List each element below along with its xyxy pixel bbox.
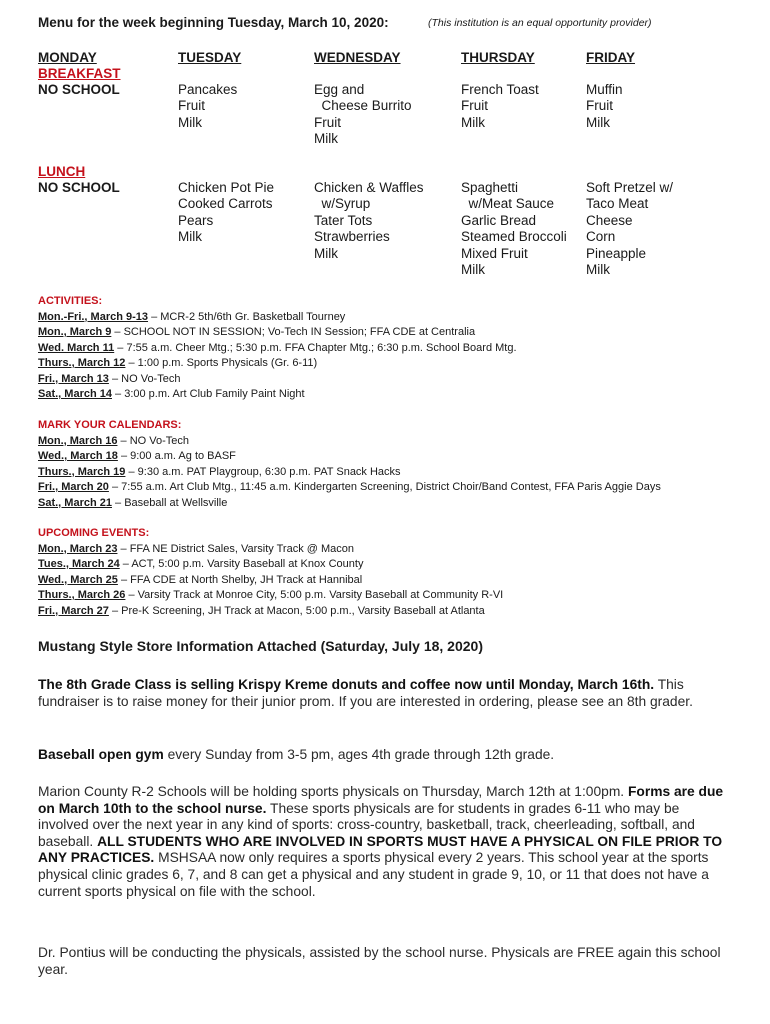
event-text: – Varsity Track at Monroe City, 5:00 p.m. Varsity Baseball at Community R-VI	[125, 589, 504, 601]
day-header-friday: FRIDAY	[586, 50, 636, 65]
upcoming-section	[38, 526, 503, 619]
event-item	[38, 573, 503, 589]
calendar-date: Wed., March 18	[38, 450, 118, 462]
calendar-date: Fri., March 20	[38, 481, 109, 493]
activity-date: Mon., March 9	[38, 326, 112, 338]
krispy-kreme-paragraph	[38, 677, 732, 710]
calendar-item	[38, 434, 661, 450]
calendar-text: – Baseball at Wellsville	[111, 496, 228, 509]
calendar-item	[38, 465, 661, 481]
activity-text: – MCR-2 5th/6th Gr. Basketball Tourney	[148, 310, 346, 323]
friday-breakfast: Muffin Fruit Milk	[586, 82, 623, 130]
activities-section	[38, 294, 517, 403]
event-date: Thurs., March 26	[38, 589, 126, 601]
pontius-paragraph: Dr. Pontius will be conducting the physicals, assisted by the school nurse. Physicals are FREE again this school year.	[38, 945, 721, 977]
day-header-wednesday: WEDNESDAY	[314, 50, 401, 65]
monday-lunch-note: NO SCHOOL	[38, 180, 120, 195]
calendar-item	[38, 449, 661, 465]
thursday-lunch: Spaghetti w/Meat Sauce Garlic Bread Steamed Broccoli Mixed Fruit Milk	[461, 180, 567, 278]
event-date: Fri., March 27	[38, 604, 109, 617]
activity-item	[38, 341, 517, 357]
baseball-gym-bold: Baseball open gym	[38, 747, 164, 762]
activity-item	[38, 387, 517, 403]
activities-title: ACTIVITIES:	[38, 295, 103, 307]
physicals-text-3: MSHSAA now only requires a sports physical every 2 years. This school year at the sports physical clinic grades 6, 7, and 8 can get a physical and any student in grade 9, 10, or 11 that does not have a current sports physical on file with the school.	[38, 850, 709, 899]
baseball-gym-text: every Sunday from 3-5 pm, ages 4th grade through 12th grade.	[163, 747, 555, 762]
calendar-item	[38, 480, 661, 496]
baseball-gym-paragraph	[38, 747, 732, 764]
activity-date: Fri., March 13	[38, 372, 109, 385]
activity-text: – 1:00 p.m. Sports Physicals (Gr. 6-11)	[125, 357, 318, 369]
wednesday-breakfast: Egg and Cheese Burrito Fruit Milk	[314, 82, 412, 147]
day-header-tuesday: TUESDAY	[178, 50, 242, 65]
event-text: – FFA NE District Sales, Varsity Track @ Macon	[117, 542, 354, 555]
equal-opportunity-note: (This institution is an equal opportunity provider)	[428, 17, 652, 29]
event-text: – ACT, 5:00 p.m. Varsity Baseball at Knox County	[119, 558, 364, 570]
event-item	[38, 588, 503, 604]
breakfast-label: BREAKFAST	[38, 66, 121, 81]
activity-date: Mon.-Fri., March 9-13	[38, 310, 149, 323]
calendar-date: Mon., March 16	[38, 434, 118, 447]
event-text: – Pre-K Screening, JH Track at Macon, 5:00 p.m., Varsity Baseball at Atlanta	[108, 604, 485, 617]
calendar-date: Thurs., March 19	[38, 465, 126, 478]
calendar-date: Sat., March 21	[38, 496, 112, 509]
day-header-monday: MONDAY	[38, 50, 97, 65]
friday-lunch: Soft Pretzel w/ Taco Meat Cheese Corn Pineapple Milk	[586, 180, 674, 278]
activity-date: Thurs., March 12	[38, 357, 126, 369]
activity-item	[38, 325, 517, 341]
activity-item	[38, 372, 517, 388]
physicals-text-2: These sports physicals are for students in grades 6-11 who may be involved over the next year in any kind of sports: cross-country, basketball, track, cheerleading, softball, and baseball.	[38, 800, 695, 849]
lunch-label: LUNCH	[38, 164, 86, 179]
physicals-paragraph	[38, 784, 732, 900]
krispy-kreme-bold: The 8th Grade Class is selling Krispy Kreme donuts and coffee now until Monday, March 16th.	[38, 677, 655, 692]
day-header-thursday: THURSDAY	[461, 50, 535, 65]
event-item	[38, 604, 503, 620]
physicals-text-1: Marion County R-2 Schools will be holding sports physicals on Thursday, March 12th at 1:00pm.	[38, 784, 628, 799]
event-date: Tues., March 24	[38, 558, 120, 570]
activity-text: – SCHOOL NOT IN SESSION; Vo-Tech IN Session; FFA CDE at Centralia	[111, 326, 476, 338]
thursday-breakfast: French Toast Fruit Milk	[461, 82, 539, 130]
store-info-heading: Mustang Style Store Information Attached (Saturday, July 18, 2020)	[38, 638, 483, 654]
activity-text: – 3:00 p.m. Art Club Family Paint Night	[111, 388, 305, 400]
event-date: Mon., March 23	[38, 542, 118, 555]
activity-date: Sat., March 14	[38, 388, 112, 400]
krispy-kreme-text: This fundraiser is to raise money for their junior prom. If you are interested in ordering, please see an 8th grader.	[38, 677, 693, 709]
menu-title: Menu for the week beginning Tuesday, March 10, 2020:	[38, 15, 389, 30]
calendar-text: – 9:00 a.m. Ag to BASF	[117, 450, 236, 462]
tuesday-breakfast: Pancakes Fruit Milk	[178, 82, 238, 130]
activity-item	[38, 310, 517, 326]
upcoming-title: UPCOMING EVENTS:	[38, 527, 150, 539]
calendars-section	[38, 418, 661, 511]
event-text: – FFA CDE at North Shelby, JH Track at Hannibal	[117, 573, 363, 586]
event-date: Wed., March 25	[38, 573, 118, 586]
calendars-title: MARK YOUR CALENDARS:	[38, 419, 182, 431]
activity-text: – 7:55 a.m. Cheer Mtg.; 5:30 p.m. FFA Chapter Mtg.; 6:30 p.m. School Board Mtg.	[114, 341, 517, 354]
monday-breakfast-note: NO SCHOOL	[38, 82, 120, 97]
calendar-item	[38, 496, 661, 512]
calendar-text: – 9:30 a.m. PAT Playgroup, 6:30 p.m. PAT Snack Hacks	[125, 465, 401, 478]
activity-text: – NO Vo-Tech	[108, 372, 181, 385]
tuesday-lunch: Chicken Pot Pie Cooked Carrots Pears Milk	[178, 180, 275, 245]
calendar-text: – 7:55 a.m. Art Club Mtg., 11:45 a.m. Kindergarten Screening, District Choir/Band Contest, FFA Paris Aggie Days	[108, 481, 661, 493]
calendar-text: – NO Vo-Tech	[117, 434, 190, 447]
activity-date: Wed. March 11	[38, 341, 115, 354]
wednesday-lunch: Chicken & Waffles w/Syrup Tater Tots Strawberries Milk	[314, 180, 424, 261]
physicals-bold-1: Forms are due on March 10th to the school nurse.	[38, 784, 724, 816]
activity-item	[38, 356, 517, 372]
event-item	[38, 557, 503, 573]
physicals-bold-2: ALL STUDENTS WHO ARE INVOLVED IN SPORTS MUST HAVE A PHYSICAL ON FILE PRIOR TO ANY PRACTICES.	[38, 833, 723, 866]
event-item	[38, 542, 503, 558]
